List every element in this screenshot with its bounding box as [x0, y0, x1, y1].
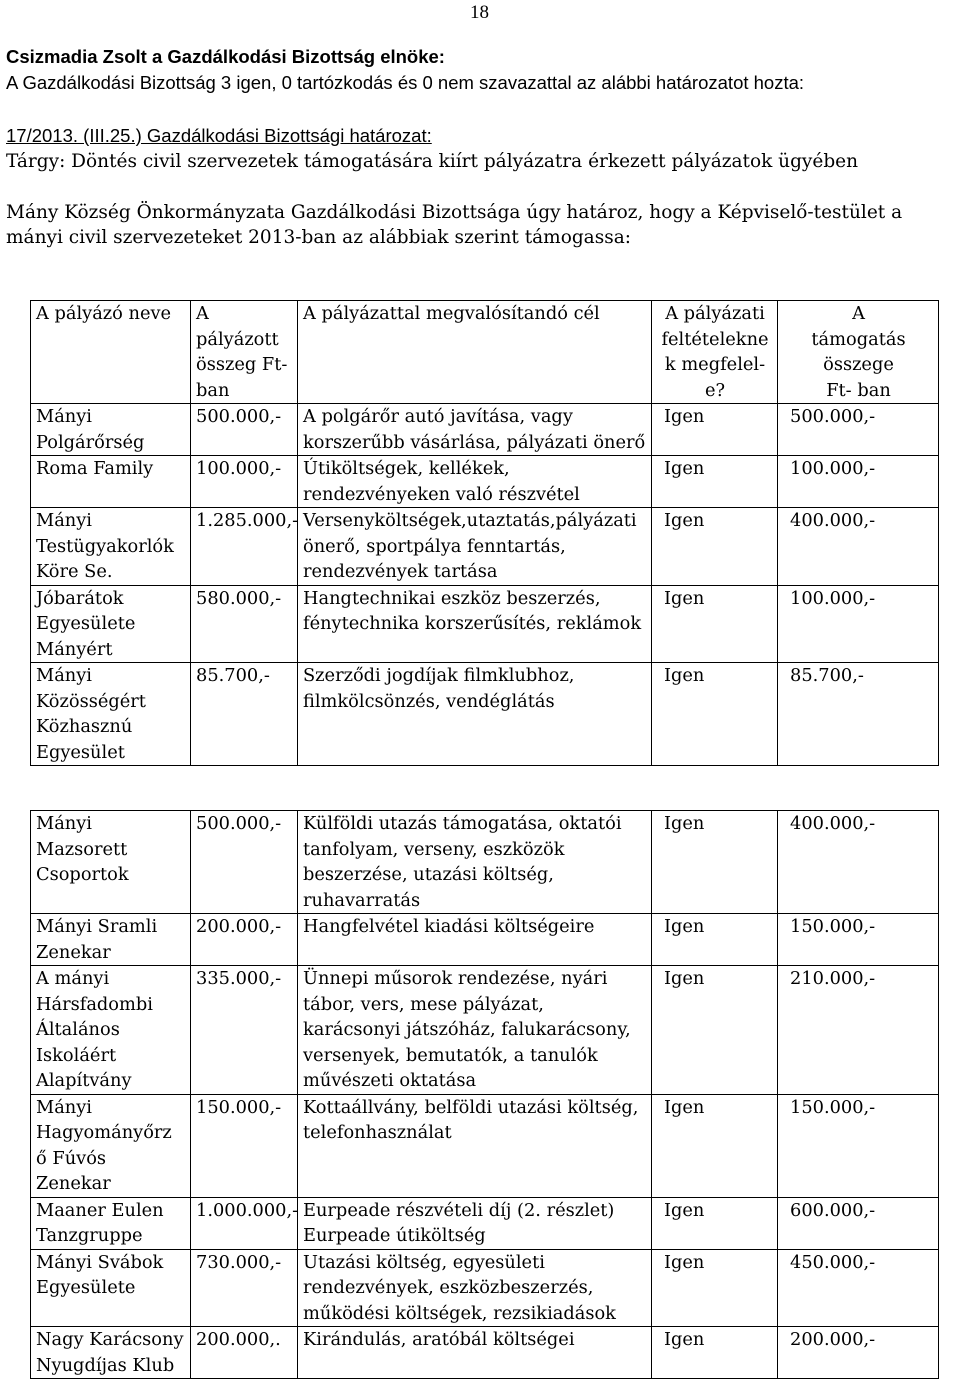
- cell-support-amount: 400.000,-: [778, 508, 939, 586]
- cell-applicant-name: Mányi Hagyományőrz ő Fúvós Zenekar: [31, 1094, 191, 1197]
- cell-requested-amount: 580.000,-: [191, 585, 298, 663]
- header-goal: A pályázattal megvalósítandó cél: [298, 301, 652, 404]
- cell-eligible: Igen: [652, 966, 778, 1095]
- table-row: [31, 1094, 939, 1197]
- cell-applicant-name: Mányi Polgárőrség: [31, 404, 191, 456]
- speaker-heading: Csizmadia Zsolt a Gazdálkodási Bizottság elnöke:: [6, 46, 445, 67]
- cell-eligible: Igen: [652, 1197, 778, 1249]
- cell-eligible: Igen: [652, 1249, 778, 1327]
- table-row: [31, 914, 939, 966]
- cell-requested-amount: 85.700,-: [191, 663, 298, 766]
- table-row: [31, 1327, 939, 1379]
- cell-requested-amount: 200.000,-: [191, 914, 298, 966]
- header-support-amount: A támogatás összege Ft- ban: [778, 301, 939, 404]
- cell-requested-amount: 1.000.000,-: [191, 1197, 298, 1249]
- vote-line: A Gazdálkodási Bizottság 3 igen, 0 tartózkodás és 0 nem szavazattal az alábbi határozatot hozta:: [6, 72, 805, 93]
- cell-goal: Utazási költség, egyesületi rendezvények, eszközbeszerzés, működési költségek, rezsikiadások: [298, 1249, 652, 1327]
- resolution-subject: Tárgy: Döntés civil szervezetek támogatására kiírt pályázatra érkezett pályázatok ügyében: [6, 151, 859, 172]
- table-row: [31, 404, 939, 456]
- cell-eligible: Igen: [652, 585, 778, 663]
- cell-support-amount: 85.700,-: [778, 663, 939, 766]
- cell-requested-amount: 335.000,-: [191, 966, 298, 1095]
- cell-applicant-name: Mányi Sramli Zenekar: [31, 914, 191, 966]
- cell-goal: Kirándulás, aratóbál költségei: [298, 1327, 652, 1379]
- table-row: [31, 508, 939, 586]
- cell-goal: Külföldi utazás támogatása, oktatói tanfolyam, verseny, eszközök beszerzése, utazási költség, ruhavarratás: [298, 811, 652, 914]
- table-row: [31, 811, 939, 914]
- decision-text: Mány Község Önkormányzata Gazdálkodási Bizottsága úgy határoz, hogy a Képviselő-testület a mányi civil szervezeteket 2013-ban az alábbiak szerint támogassa:: [6, 202, 903, 248]
- cell-goal: Eurpeade részvételi díj (2. részlet) Eurpeade útiköltség: [298, 1197, 652, 1249]
- table-row: [31, 663, 939, 766]
- cell-goal: Útiköltségek, kellékek, rendezvényeken való részvétel: [298, 456, 652, 508]
- cell-eligible: Igen: [652, 1327, 778, 1379]
- cell-requested-amount: 500.000,-: [191, 404, 298, 456]
- cell-applicant-name: Mányi Testügyakorlók Köre Se.: [31, 508, 191, 586]
- cell-requested-amount: 500.000,-: [191, 811, 298, 914]
- cell-support-amount: 100.000,-: [778, 585, 939, 663]
- cell-goal: Szerződi jogdíjak filmklubhoz, filmkölcsönzés, vendéglátás: [298, 663, 652, 766]
- table-row: [31, 1249, 939, 1327]
- header-applicant: A pályázó neve: [31, 301, 191, 404]
- cell-applicant-name: Nagy Karácsony Nyugdíjas Klub: [31, 1327, 191, 1379]
- table-row: [31, 1197, 939, 1249]
- cell-goal: Hangfelvétel kiadási költségeire: [298, 914, 652, 966]
- header-requested-amount: A pályázott összeg Ft- ban: [191, 301, 298, 404]
- cell-eligible: Igen: [652, 404, 778, 456]
- cell-eligible: Igen: [652, 914, 778, 966]
- cell-goal: Kottaállvány, belföldi utazási költség, telefonhasználat: [298, 1094, 652, 1197]
- cell-applicant-name: Jóbarátok Egyesülete Mányért: [31, 585, 191, 663]
- grants-table-part2: [30, 810, 939, 1379]
- table-row: [31, 456, 939, 508]
- cell-requested-amount: 1.285.000,-: [191, 508, 298, 586]
- table-row: [31, 585, 939, 663]
- cell-support-amount: 600.000,-: [778, 1197, 939, 1249]
- cell-applicant-name: Mányi Svábok Egyesülete: [31, 1249, 191, 1327]
- cell-eligible: Igen: [652, 1094, 778, 1197]
- cell-applicant-name: Maaner Eulen Tanzgruppe: [31, 1197, 191, 1249]
- cell-applicant-name: Roma Family: [31, 456, 191, 508]
- cell-eligible: Igen: [652, 456, 778, 508]
- cell-goal: Versenyköltségek,utaztatás,pályázati önerő, sportpálya fenntartás, rendezvények tartása: [298, 508, 652, 586]
- cell-requested-amount: 150.000,-: [191, 1094, 298, 1197]
- cell-goal: Hangtechnikai eszköz beszerzés, fénytechnika korszerűsítés, reklámok: [298, 585, 652, 663]
- cell-requested-amount: 100.000,-: [191, 456, 298, 508]
- cell-eligible: Igen: [652, 811, 778, 914]
- cell-applicant-name: Mányi Mazsorett Csoportok: [31, 811, 191, 914]
- cell-eligible: Igen: [652, 663, 778, 766]
- cell-support-amount: 450.000,-: [778, 1249, 939, 1327]
- cell-goal: Ünnepi műsorok rendezése, nyári tábor, vers, mese pályázat, karácsonyi játszóház, falukarácsony, versenyek, bemutatók, a tanulók művészeti oktatása: [298, 966, 652, 1095]
- cell-support-amount: 200.000,-: [778, 1327, 939, 1379]
- grants-table-part1: [30, 300, 939, 766]
- table-header-row: [31, 301, 939, 404]
- cell-requested-amount: 200.000,.: [191, 1327, 298, 1379]
- cell-requested-amount: 730.000,-: [191, 1249, 298, 1327]
- header-eligible: A pályázati feltételekne k megfelel- e?: [652, 301, 778, 404]
- cell-support-amount: 210.000,-: [778, 966, 939, 1095]
- cell-support-amount: 100.000,-: [778, 456, 939, 508]
- cell-support-amount: 150.000,-: [778, 1094, 939, 1197]
- table-row: [31, 966, 939, 1095]
- cell-applicant-name: A mányi Hársfadombi Általános Iskoláért Alapítvány: [31, 966, 191, 1095]
- page-number: 18: [470, 2, 489, 23]
- cell-applicant-name: Mányi Közösségért Közhasznú Egyesület: [31, 663, 191, 766]
- cell-support-amount: 500.000,-: [778, 404, 939, 456]
- cell-support-amount: 150.000,-: [778, 914, 939, 966]
- cell-support-amount: 400.000,-: [778, 811, 939, 914]
- cell-eligible: Igen: [652, 508, 778, 586]
- cell-goal: A polgárőr autó javítása, vagy korszerűbb vásárlása, pályázati önerő: [298, 404, 652, 456]
- resolution-number: 17/2013. (III.25.) Gazdálkodási Bizottsági határozat:: [6, 125, 432, 146]
